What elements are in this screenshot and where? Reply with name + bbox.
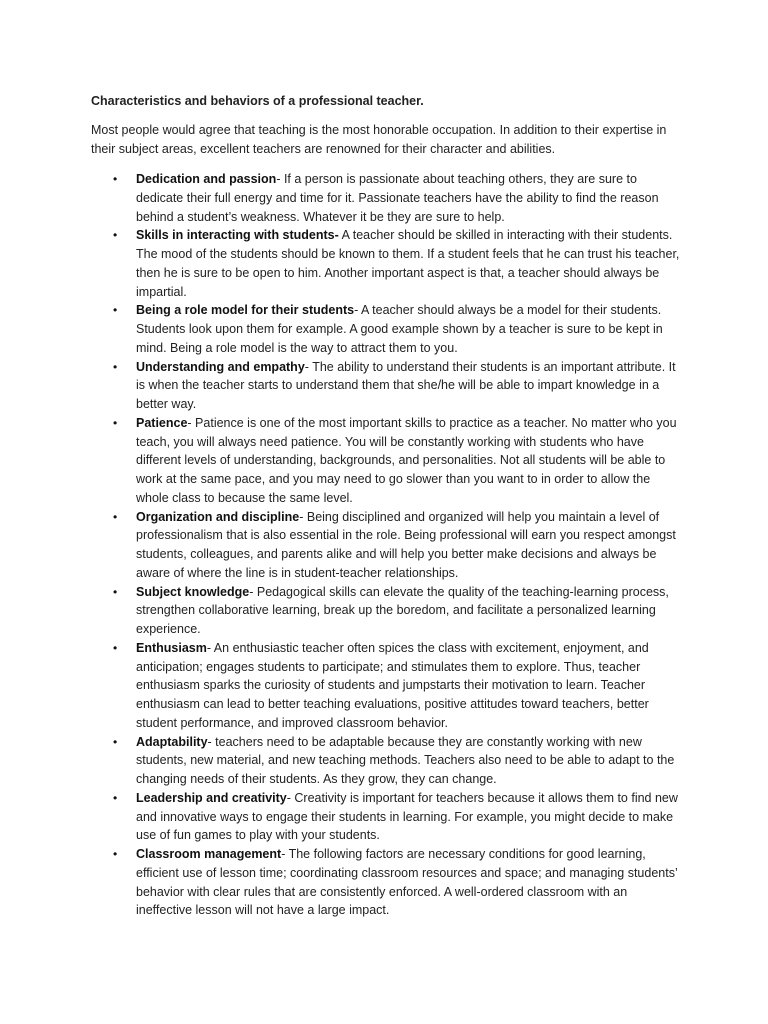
list-item-patience [91, 414, 686, 508]
item-text: - Creativity is important for teachers because it allows them to find new and innovative ways to engage their students in learning. For example, you might decide to make use of fun games to play with your students. [136, 790, 678, 843]
item-text: - The following factors are necessary conditions for good learning, efficient use of lesson time; coordinating classroom resources and space; and managing students’ behavior with clear rules that are consistently enforced. A well-ordered classroom with an ineffective lesson will not have a large impact. [136, 847, 678, 918]
item-text: - The ability to understand their students is an important attribute. It is when the teacher starts to understand them that she/he will be able to impart knowledge in a better way. [136, 359, 676, 411]
document-title: Characteristics and behaviors of a professional teacher. [91, 94, 424, 108]
item-term: Understanding and empathy [136, 359, 305, 374]
bullet-icon: • [113, 415, 118, 430]
bullet-icon: • [113, 359, 118, 374]
item-text: - If a person is passionate about teaching others, they are sure to dedicate their full energy and time for it. Passionate teachers have the ability to find the reason behind a student’s weakness. Whatever it be they are sure to help. [136, 172, 659, 224]
bullet-icon: • [113, 509, 118, 524]
list-item-leadership [91, 789, 686, 845]
intro-paragraph: Most people would agree that teaching is the most honorable occupation. In addition to their expertise in their subject areas, excellent teachers are renowned for their character and abilities. [91, 123, 667, 156]
bullet-icon: • [113, 640, 118, 655]
list-item-interacting [91, 226, 686, 301]
item-term: Dedication and passion [136, 172, 277, 186]
list-item-classroom-management [91, 845, 686, 920]
list-item-empathy [91, 358, 686, 414]
list-item-enthusiasm [91, 639, 686, 733]
item-term: Organization and discipline [136, 509, 300, 524]
list-item-dedication [91, 170, 686, 226]
item-term: Adaptability [136, 734, 208, 749]
bullet-icon: • [113, 228, 118, 243]
item-text: - Patience is one of the most important skills to practice as a teacher. No matter who you teach, you will always need patience. You will be constantly working with students who have different levels of understanding, backgrounds, and personalities. Not all students will be able to work at the same pace, and you may need to go slower than you want to in order to allow the whole class to because the same level. [136, 415, 677, 505]
item-term: Being a role model for their students [136, 303, 355, 318]
list-item-organization [91, 508, 686, 583]
bullet-icon: • [113, 303, 118, 318]
item-term: Enthusiasm [136, 640, 207, 655]
list-item-adaptability [91, 733, 686, 789]
item-term: Leadership and creativity [136, 790, 287, 805]
item-term: Patience [136, 415, 188, 430]
item-term: Skills in interacting with students- [136, 228, 339, 243]
item-text: - An enthusiastic teacher often spices the class with excitement, enjoyment, and anticipation; engages students to participate; and stimulates them to explore. Thus, teacher enthusiasm sparks the curiosity of students and jumpstarts their motivation to learn. Teacher enthusiasm can lead to better teaching evaluations, positive attitudes toward teachers, better student performance, and improved classroom behavior. [136, 640, 649, 730]
characteristics-list [91, 170, 686, 920]
item-text: - Being disciplined and organized will help you maintain a level of professionalism that is also essential in the role. Being professional will earn you respect amongst students, colleagues, and parents alike and will help you better make decisions and always be aware of where the line is in student-teacher relationships. [136, 509, 676, 580]
bullet-icon: • [113, 172, 118, 186]
bullet-icon: • [113, 790, 118, 805]
bullet-icon: • [113, 847, 118, 861]
bullet-icon: • [113, 734, 118, 749]
bullet-icon: • [113, 584, 118, 599]
item-text: - teachers need to be adaptable because they are constantly working with new students, new material, and new teaching methods. Teachers also need to be able to adapt to the changing needs of their students. As they grow, they can change. [136, 734, 675, 786]
list-item-subject-knowledge [91, 583, 686, 639]
item-term: Classroom management [136, 847, 282, 861]
item-term: Subject knowledge [136, 584, 250, 599]
list-item-role-model [91, 301, 686, 357]
item-text: A teacher should be skilled in interacting with their students. The mood of the students should be known to them. If a student feels that he can trust his teacher, then he is sure to be open to him. Another important aspect is that, a teacher should always be impartial. [136, 228, 680, 299]
item-text: - Pedagogical skills can elevate the quality of the teaching-learning process, strengthen collaborative learning, break up the boredom, and facilitate a personalized learning experience. [136, 584, 669, 636]
item-text: - A teacher should always be a model for their students. Students look upon them for example. A good example shown by a teacher is sure to be kept in mind. Being a role model is the way to attract them to you. [136, 303, 663, 355]
